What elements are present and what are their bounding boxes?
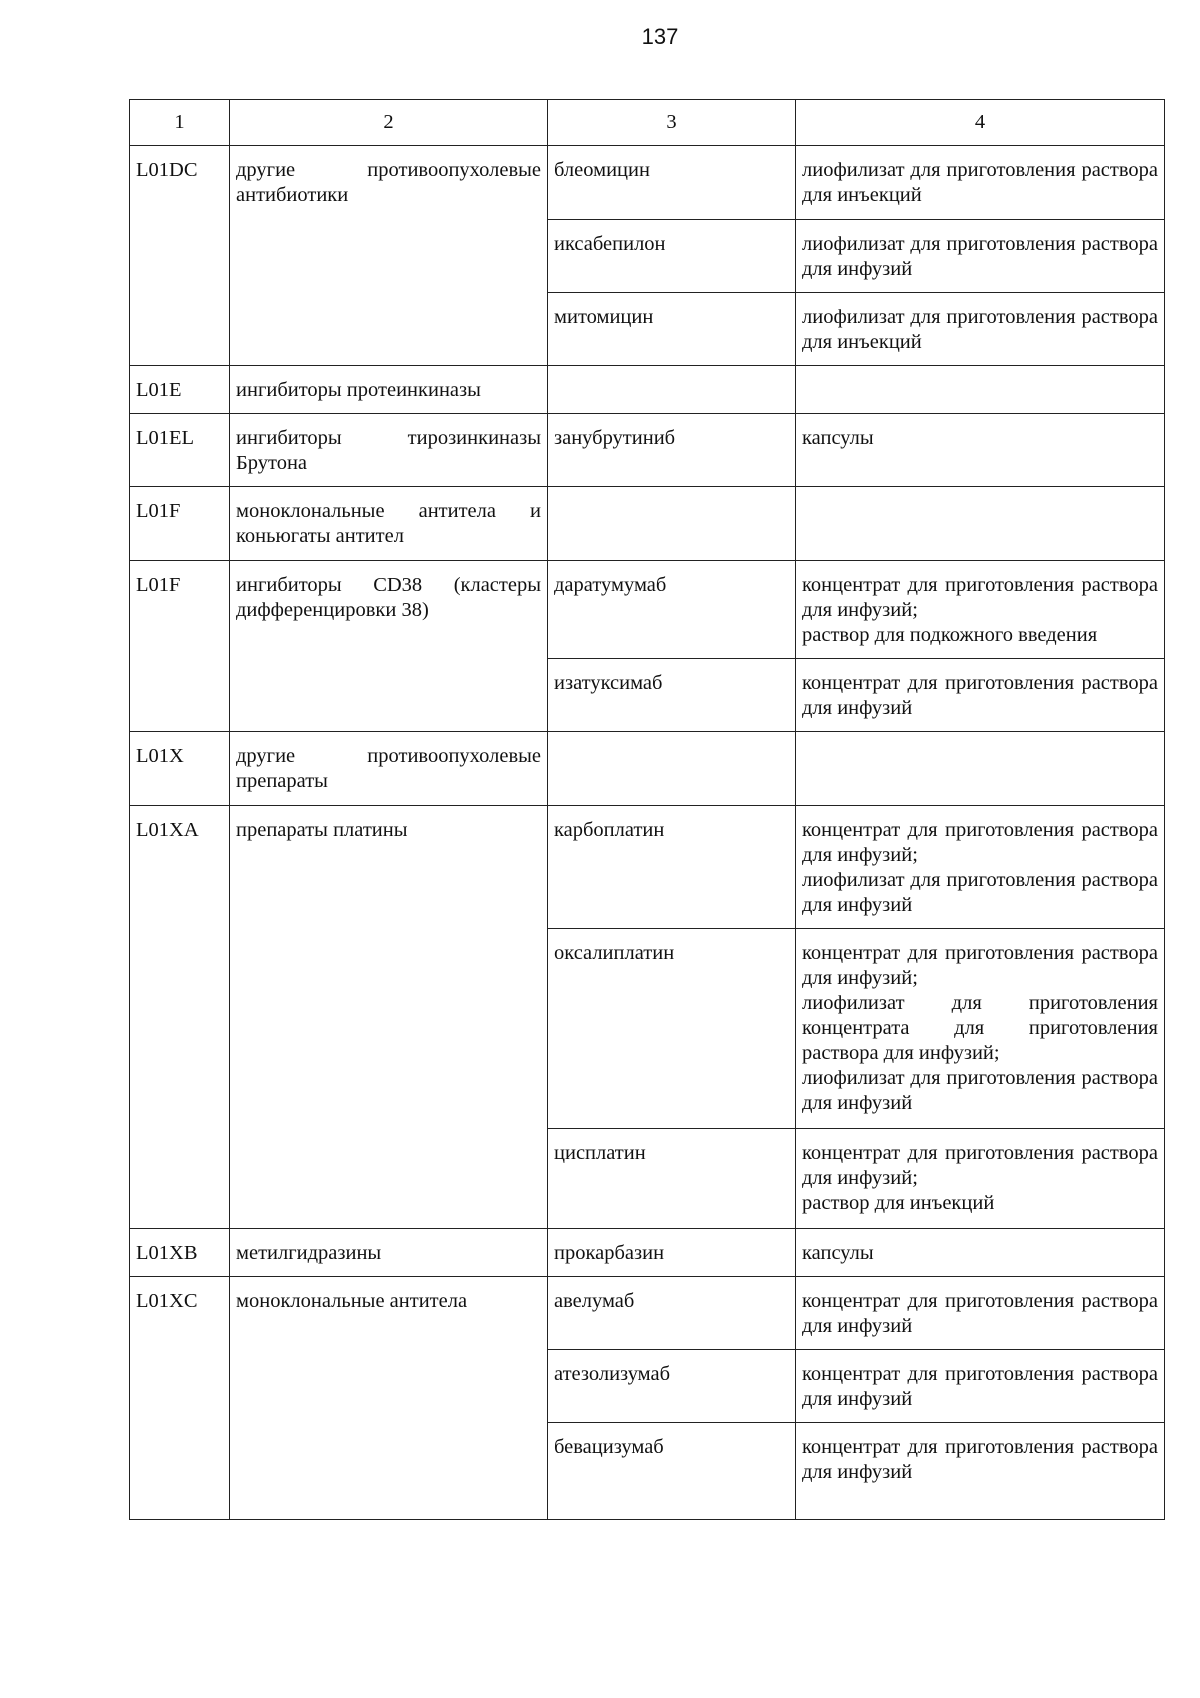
table-row xyxy=(130,806,1165,929)
drug-name-cell: изатуксимаб xyxy=(548,659,796,732)
drug-name-cell: цисплатин xyxy=(548,1129,796,1229)
dosage-form-text: раствор для подкожного введения xyxy=(802,624,1098,646)
dosage-form-text: лиофилизат для приготовления концентрата для приготовления раствора для инфузий; xyxy=(802,992,1158,1064)
table-body xyxy=(130,100,1165,1520)
dosage-form-cell xyxy=(796,1229,1165,1277)
atc-group-name-cell: ингибиторы CD38 (кластеры дифференцировки 38) xyxy=(230,561,548,732)
atc-code-cell: L01F xyxy=(130,487,230,561)
column-header: 3 xyxy=(548,100,796,146)
atc-code-cell: L01XA xyxy=(130,806,230,1229)
drug-name-cell: митомицин xyxy=(548,293,796,366)
column-header: 1 xyxy=(130,100,230,146)
dosage-form-text: раствор для инъекций xyxy=(802,1192,995,1214)
dosage-form-cell xyxy=(796,929,1165,1129)
dosage-form-cell xyxy=(796,366,1165,414)
atc-code-cell: L01E xyxy=(130,366,230,414)
table-row xyxy=(130,366,1165,414)
atc-group-name-cell: другие противоопухолевые препараты xyxy=(230,732,548,806)
drug-name-cell xyxy=(548,487,796,561)
dosage-form-cell xyxy=(796,806,1165,929)
drug-name-cell: бевацизумаб xyxy=(548,1423,796,1520)
dosage-form-text: лиофилизат для приготовления раствора для инъекций xyxy=(802,159,1158,206)
drug-table xyxy=(129,99,1165,1520)
dosage-form-cell xyxy=(796,414,1165,487)
dosage-form-cell xyxy=(796,1423,1165,1520)
dosage-form-text: концентрат для приготовления раствора для инфузий xyxy=(802,1436,1158,1483)
dosage-form-cell xyxy=(796,1129,1165,1229)
atc-code-cell: L01EL xyxy=(130,414,230,487)
dosage-form-cell xyxy=(796,1277,1165,1350)
dosage-form-cell xyxy=(796,732,1165,806)
dosage-form-text: лиофилизат для приготовления раствора для инфузий xyxy=(802,1067,1158,1114)
table-row xyxy=(130,487,1165,561)
drug-name-cell: оксалиплатин xyxy=(548,929,796,1129)
dosage-form-text: концентрат для приготовления раствора для инфузий; xyxy=(802,942,1158,989)
atc-code-cell: L01X xyxy=(130,732,230,806)
dosage-form-text: концентрат для приготовления раствора для инфузий xyxy=(802,672,1158,719)
dosage-form-cell xyxy=(796,659,1165,732)
dosage-form-text: концентрат для приготовления раствора для инфузий xyxy=(802,1290,1158,1337)
dosage-form-text: лиофилизат для приготовления раствора для инъекций xyxy=(802,306,1158,353)
table-row xyxy=(130,1277,1165,1350)
dosage-form-text: концентрат для приготовления раствора для инфузий; xyxy=(802,574,1158,621)
drug-name-cell xyxy=(548,732,796,806)
drug-name-cell: прокарбазин xyxy=(548,1229,796,1277)
atc-group-name-cell: метилгидразины xyxy=(230,1229,548,1277)
dosage-form-cell xyxy=(796,487,1165,561)
table-header-row xyxy=(130,100,1165,146)
atc-code-cell: L01F xyxy=(130,561,230,732)
dosage-form-cell xyxy=(796,146,1165,220)
atc-code-cell: L01XC xyxy=(130,1277,230,1520)
drug-name-cell: иксабепилон xyxy=(548,220,796,293)
dosage-form-text: концентрат для приготовления раствора для инфузий xyxy=(802,1363,1158,1410)
table-row xyxy=(130,146,1165,220)
atc-group-name-cell: ингибиторы протеинкиназы xyxy=(230,366,548,414)
drug-name-cell xyxy=(548,366,796,414)
dosage-form-cell xyxy=(796,220,1165,293)
atc-group-name-cell: моноклональные антитела xyxy=(230,1277,548,1520)
drug-name-cell: занубрутиниб xyxy=(548,414,796,487)
column-header: 2 xyxy=(230,100,548,146)
drug-name-cell: блеомицин xyxy=(548,146,796,220)
table-row xyxy=(130,561,1165,659)
dosage-form-text: лиофилизат для приготовления раствора для инфузий xyxy=(802,233,1158,280)
dosage-form-cell xyxy=(796,1350,1165,1423)
drug-name-cell: авелумаб xyxy=(548,1277,796,1350)
dosage-form-cell xyxy=(796,293,1165,366)
table-row xyxy=(130,732,1165,806)
dosage-form-text: лиофилизат для приготовления раствора для инфузий xyxy=(802,869,1158,916)
page-number: 137 xyxy=(641,24,679,49)
atc-group-name-cell: препараты платины xyxy=(230,806,548,1229)
atc-group-name-cell: моноклональные антитела и коньюгаты антител xyxy=(230,487,548,561)
atc-code-cell: L01DC xyxy=(130,146,230,366)
atc-group-name-cell: ингибиторы тирозинкиназы Брутона xyxy=(230,414,548,487)
drug-name-cell: даратумумаб xyxy=(548,561,796,659)
dosage-form-text: капсулы xyxy=(802,427,874,449)
drug-name-cell: карбоплатин xyxy=(548,806,796,929)
drug-name-cell: атезолизумаб xyxy=(548,1350,796,1423)
atc-code-cell: L01XB xyxy=(130,1229,230,1277)
dosage-form-text: концентрат для приготовления раствора для инфузий; xyxy=(802,819,1158,866)
table-row xyxy=(130,1229,1165,1277)
table-row xyxy=(130,414,1165,487)
dosage-form-text: концентрат для приготовления раствора для инфузий; xyxy=(802,1142,1158,1189)
dosage-form-cell xyxy=(796,561,1165,659)
column-header: 4 xyxy=(796,100,1165,146)
dosage-form-text: капсулы xyxy=(802,1242,874,1264)
atc-group-name-cell: другие противоопухолевые антибиотики xyxy=(230,146,548,366)
